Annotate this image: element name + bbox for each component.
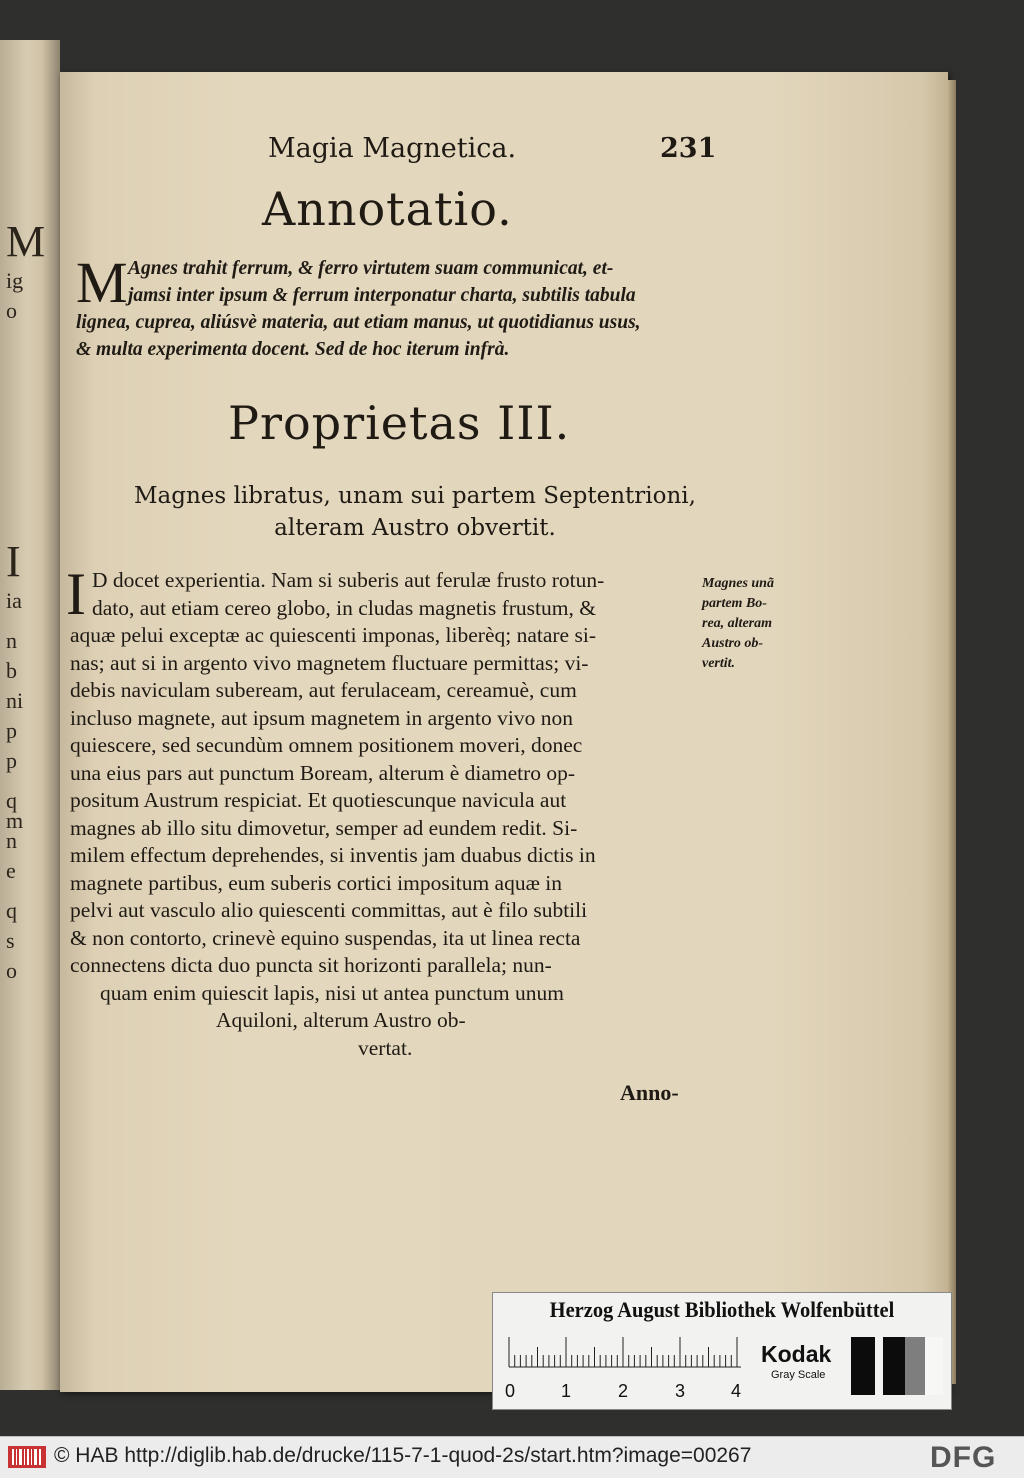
annotatio-dropcap: M [76,250,128,315]
page-number: 231 [660,133,717,164]
gray-patches [851,1337,943,1395]
scale-number: 4 [731,1381,742,1401]
gray-patch [905,1337,925,1395]
facing-page-fragment: s [6,928,15,953]
gray-patch [851,1337,875,1395]
main-text-line: debis naviculam subeream, aut ferulaceam, cereamuè, cum [70,678,577,702]
copyright-url-text: © HAB http://diglib.hab.de/drucke/115-7-1-quod-2s/start.htm?image=00267 [54,1444,752,1467]
main-dropcap: I [66,561,86,627]
ruler-scale [507,1335,747,1369]
catchword: Anno- [620,1080,679,1105]
barcode-icon [8,1446,46,1468]
facing-page-fragment: n [6,828,17,853]
facing-page-fragment: M [6,217,46,266]
facing-page-fragment: o [6,958,17,983]
facing-page-fragment: ig [6,268,24,293]
main-text-line: positum Austrum respiciat. Et quotiescunque navicula aut [70,788,567,812]
marginal-note-line: partem Bo- [702,596,767,611]
proprietas-heading: Proprietas III. [228,396,571,450]
main-text-line: pelvi aut vasculo alio quiescenti committas, aut è filo subtili [70,898,588,922]
color-scale-card [492,1292,952,1410]
facing-page-fragment: q [6,898,17,923]
proposition-line: alteram Austro obvertit. [274,515,556,541]
gray-patch [875,1337,883,1395]
annotatio-line: jamsi inter ipsum & ferrum interponatur charta, subtilis tabula [128,285,636,306]
footer-bar [0,1436,1024,1478]
facing-page-fragment: p [6,748,17,773]
scale-number: 2 [618,1381,629,1401]
facing-page-edge [0,40,60,1390]
main-text-line: D docet experientia. Nam si suberis aut ferulæ frusto rotun- [92,568,605,592]
marginal-note-line: rea, alteram [702,616,772,631]
facing-page-fragment: n [6,628,17,653]
facing-page-fragment: m [6,808,24,833]
main-text-line: connectens dicta duo puncta sit horizonti parallela; nun- [70,953,552,977]
annotatio-heading: Annotatio. [262,182,513,236]
main-text-line: dato, aut etiam cereo globo, in cludas magnetis frustum, & [92,595,596,620]
kodak-label: Kodak [761,1341,832,1367]
gray-scale-label: Gray Scale [771,1369,826,1381]
main-text-line: Aquiloni, alterum Austro ob- [216,1008,466,1032]
dfg-logo: DFG [930,1441,997,1474]
main-text-line: magnete partibus, eum suberis cortici impositum aquæ in [70,870,563,895]
main-text-line: aquæ pelui exceptæ ac quiescenti imponas, liberèq; natare si- [70,623,596,647]
main-text-line: quiescere, sed secundùm omnem positionem moveri, donec [70,733,583,757]
gray-patch [883,1337,905,1395]
annotatio-line: & multa experimenta docent. Sed de hoc iterum infrà. [76,339,510,360]
facing-page-fragment: p [6,718,17,743]
facing-page-fragment: I [6,537,21,586]
facing-page-fragment: o [6,298,17,323]
main-text-line: & non contorto, crinevè equino suspendas, ita ut linea recta [70,925,581,950]
main-text-line: una eius pars aut punctum Boream, alterum è diametro op- [70,760,576,785]
scale-number: 0 [505,1381,516,1401]
facing-page-fragment: b [6,658,17,683]
marginal-note-line: Austro ob- [702,636,764,651]
marginal-note-line: vertit. [702,656,736,671]
proposition-line: Magnes libratus, unam sui partem Septentrioni, [134,483,696,509]
facing-page-fragment: q [6,788,17,813]
main-text-line: incluso magnete, aut ipsum magnetem in argento vivo non [70,705,573,730]
main-text-line: quam enim quiescit lapis, nisi ut antea punctum unum [100,980,564,1005]
gray-patch [925,1337,943,1395]
page-edge [948,80,956,1384]
proposition-text [70,480,760,544]
facing-page-fragment: ni [6,688,24,713]
scale-number: 3 [675,1381,686,1401]
main-text-line: milem effectum deprehendes, si inventis jam duabus dictis in [70,843,596,867]
library-name: Herzog August Bibliothek Wolfenbüttel [549,1297,895,1322]
main-text-line: magnes ab illo situ dimovetur, semper ad eundem redit. Si- [70,815,578,840]
annotatio-line: Agnes trahit ferrum, & ferro virtutem suam communicat, et- [128,258,614,279]
running-head: Magia Magnetica. [268,133,517,164]
facing-page-fragment: ia [6,588,22,613]
facing-page-fragment: e [6,858,16,883]
annotatio-line: lignea, cuprea, aliúsvè materia, aut etiam manus, ut quotidianus usus, [76,312,641,333]
main-text-line: vertat. [358,1035,413,1060]
marginal-note-line: Magnes unã [702,576,774,591]
marginal-note [702,574,832,674]
scale-number: 1 [561,1381,572,1401]
main-text-line: nas; aut si in argento vivo magnetem fluctuare permittas; vi- [70,650,589,675]
